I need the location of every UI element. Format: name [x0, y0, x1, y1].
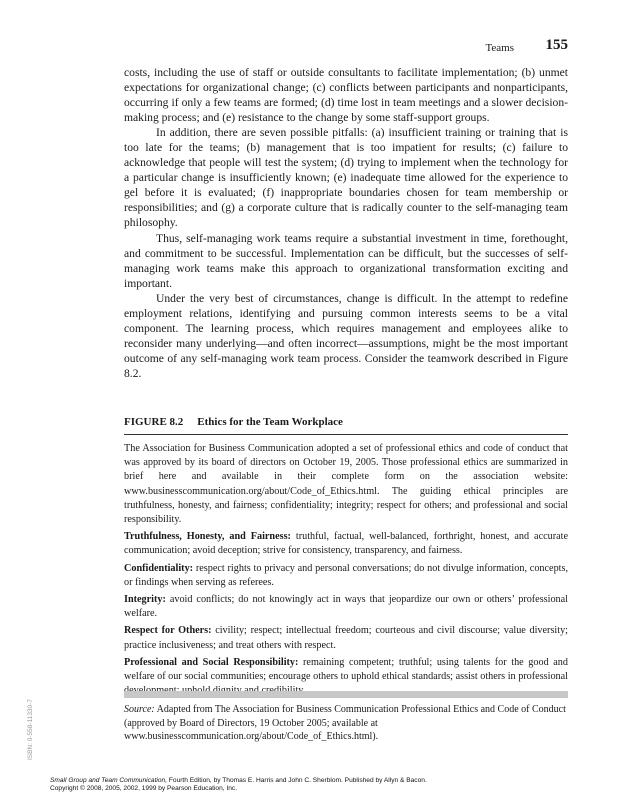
running-header [124, 36, 568, 60]
figure-caption [124, 416, 568, 428]
principle-text: remaining competent; truthful; using talents for the good and welfare of our social communities; encourage others to uphold ethical standards; assist others in professional [124, 656, 568, 683]
principle-item [124, 624, 568, 652]
source-label: Source: [124, 704, 155, 715]
principle-text: avoid conflicts; do not knowingly act in ways that jeopardize our own or others’ professional welfare. [124, 594, 568, 620]
source-text: Adapted from The Association for Business Communication Professional Ethics and Code of Conduct (approved by Board of Directors, 19 October 2005; available at www.businesscommunication.org/about/Code_of_Ethics.html). [124, 704, 566, 743]
body-paragraph: Thus, self-managing work teams require a substantial investment in time, forethought, and commitment to be successful. Implementation can be difficult, but the successes of self-managing work teams make this approach to organizational transformation exciting and important. [124, 231, 568, 290]
footer-line-2: Copyright © 2008, 2005, 2002, 1999 by Pearson Education, Inc. [50, 785, 238, 792]
principle-text: civility; respect; intellectual freedom; courteous and civil discourse; value diversity; practice inclusiveness; and treat others with respect. [124, 625, 568, 651]
page-number: 155 [545, 37, 568, 53]
principle-term: Truthfulness, Honesty, and Fairness: [124, 531, 291, 543]
principle-item [124, 593, 568, 621]
principle-item [124, 562, 568, 590]
running-header-section: Teams [485, 42, 514, 54]
body-text [124, 65, 568, 381]
body-paragraph: Under the very best of circumstances, change is difficult. In the attempt to redefine employment relations, identifying and pursuing common interests seems to be a vital component. The learning process, which requires management and employees alike to reconsider many underlying—and often incorrect—assumptions, might be the most important outcome of any self-managing work team process. Consider the teamwork described in Figure 8.2. [124, 291, 568, 380]
isbn-watermark: ISBN: 0-558-11330-7 [27, 699, 34, 760]
principle-text: respect rights to privacy and personal conversations; do not divulge information, concepts, or findings when serving as referees. [124, 562, 568, 588]
figure-title: Ethics for the Team Workplace [197, 416, 343, 428]
figure-rule [124, 434, 568, 435]
principle-text: truthful, factual, well-balanced, forthright, honest, and accurate communication; avoid deception; strive for consistency, transparency, and fairness. [124, 531, 568, 557]
principle-item [124, 530, 568, 558]
body-paragraph: costs, including the use of staff or outside consultants to facilitate implementation; (b) unmet expectations for organizational change; (c) conflicts between participants and nonparticipants, occurring if only a few teams are formed; (d) time lost in team meetings and a slower decision-making process; and (e) resistance to the change by some staff-support groups. [124, 66, 568, 125]
figure-label: FIGURE 8.2 [124, 416, 184, 428]
footer-line-1 [50, 777, 590, 785]
principle-term: Integrity: [124, 594, 166, 606]
figure-divider-bar [124, 691, 568, 698]
figure-intro: The Association for Business Communication adopted a set of professional ethics and code of conduct that was approved by its board of directors on October 19, 2005. Those professional ethics are summarized in brief here and available in their complete form on the association website: www.businesscommunication.org/about/Code_of_Ethics.html. The guiding ethical principles are truthfulness, honesty, and fairness; confidentiality; integrity; respect for others; and professional and social responsibility. [124, 443, 568, 526]
principle-term: Professional and Social Responsibility: [124, 656, 299, 668]
copyright-footer [50, 777, 590, 793]
figure-source [124, 703, 568, 744]
principle-term: Confidentiality: [124, 562, 194, 574]
body-paragraph: In addition, there are seven possible pitfalls: (a) insufficient training or training that is too late for the teams; (b) management that is too impatient for results; (c) failure to acknowledge that people will test the system; (d) trying to implement when the technology for a particular change is insufficiently known; (e) inadequate time allowed for the experience to gel before it is evaluated; (f) inappropriate boundaries chosen for team membership or responsibilities; and (g) a corporate culture that is radically counter to the self-managing team philosophy. [124, 126, 568, 230]
figure-content [124, 442, 568, 701]
principle-term: Respect for Others: [124, 625, 212, 637]
footer-publication: Fourth Edition, by Thomas E. Harris and John C. Sherblom. Published by Allyn & Bacon. [167, 777, 427, 784]
footer-book-title: Small Group and Team Communication, [50, 777, 168, 784]
